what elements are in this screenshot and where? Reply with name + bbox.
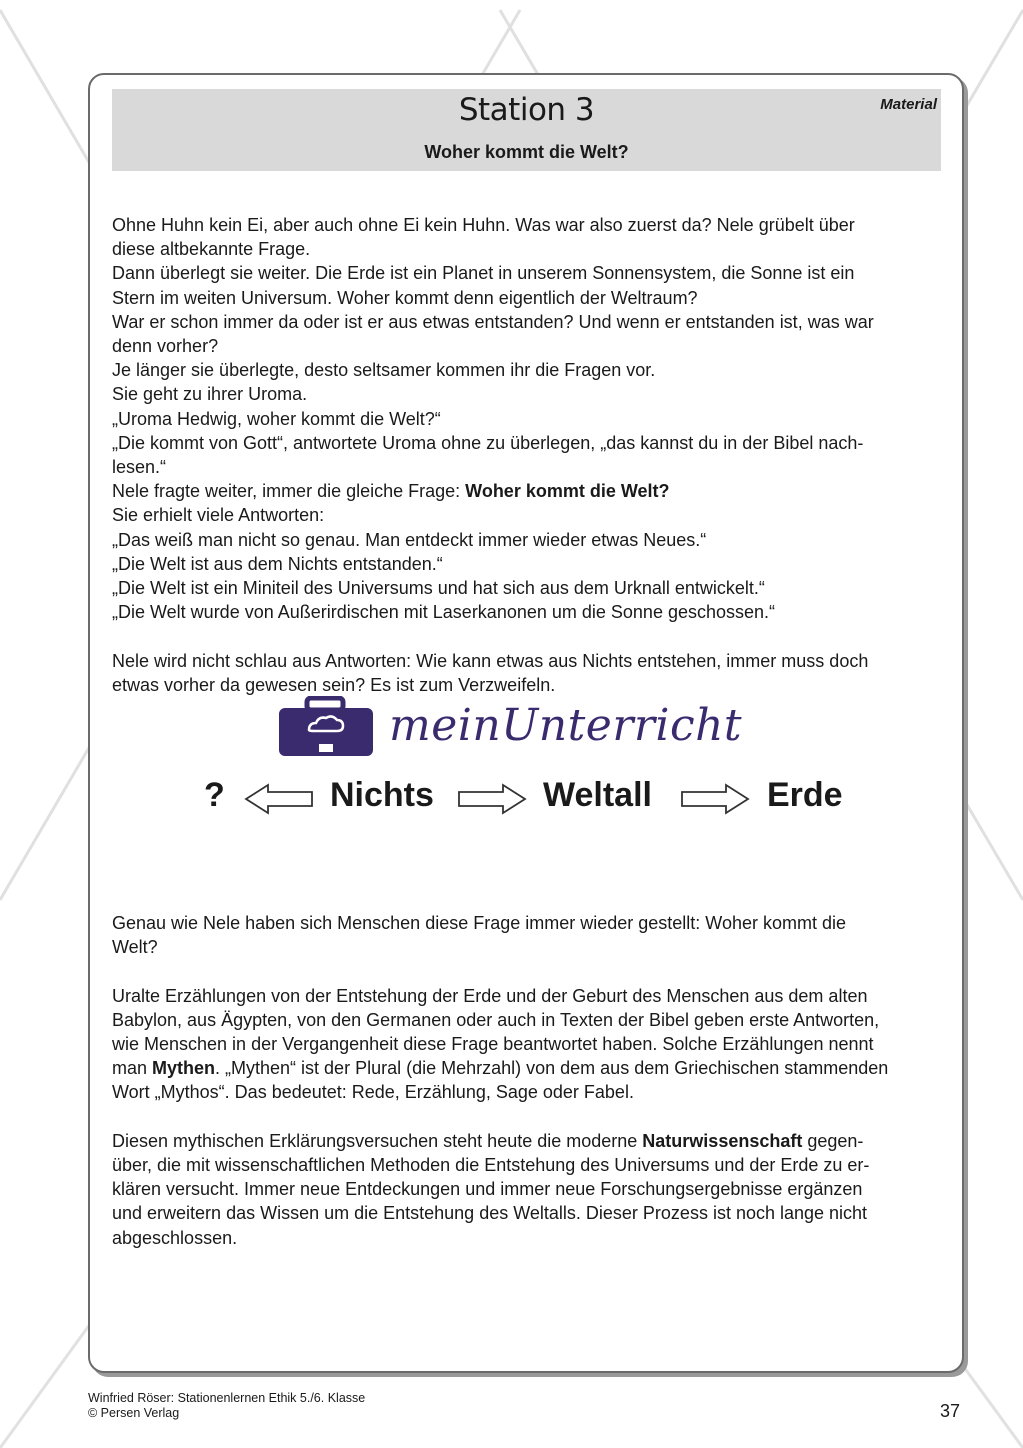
material-tag: Material bbox=[880, 96, 937, 113]
text-line: „Uroma Hedwig, woher kommt die Welt?“ bbox=[112, 408, 441, 429]
flow-nichts: Nichts bbox=[330, 776, 434, 814]
question-line bbox=[112, 479, 942, 503]
explanation-text bbox=[112, 911, 942, 1250]
page-subtitle: Woher kommt die Welt? bbox=[424, 142, 629, 162]
text-line: „Die Welt ist aus dem Nichts entstanden.“ bbox=[112, 553, 443, 574]
question-prefix: Nele fragte weiter, immer die gleiche Frage: bbox=[112, 481, 466, 502]
arrow-right-icon bbox=[680, 783, 750, 815]
text-line: „Das weiß man nicht so genau. Man entdeckt immer wieder etwas Neues.“ bbox=[112, 529, 707, 550]
arrow-left-icon bbox=[244, 783, 314, 815]
text-line: War er schon immer da oder ist er aus etwas entstanden? Und wenn er entstanden ist, was war bbox=[112, 311, 874, 332]
text-line: Uralte Erzählungen von der Entstehung der Erde und der Geburt des Menschen aus dem alten bbox=[112, 985, 868, 1006]
footer-credit bbox=[88, 1391, 365, 1421]
footer-author: Winfried Röser: Stationenlernen Ethik 5./6. Klasse bbox=[88, 1391, 366, 1405]
text-line: „Die kommt von Gott“, antwortete Uroma ohne zu überlegen, „das kannst du in der Bibel nach- bbox=[112, 432, 864, 453]
flow-weltall: Weltall bbox=[543, 776, 652, 814]
text-line: Sie erhielt viele Antworten: bbox=[112, 505, 325, 526]
story-text bbox=[112, 213, 942, 697]
text-line: „Die Welt wurde von Außerirdischen mit Laserkanonen um die Sonne geschossen.“ bbox=[112, 602, 776, 623]
text-line: Wort „Mythos“. Das bedeutet: Rede, Erzählung, Sage oder Fabel. bbox=[112, 1082, 634, 1103]
natur-suffix: gegen- bbox=[802, 1130, 864, 1151]
text-line: und erweitern das Wissen um die Entstehung des Weltalls. Dieser Prozess ist noch lange nicht bbox=[112, 1203, 868, 1224]
mythen-bold: Mythen bbox=[152, 1058, 216, 1079]
text-line: abgeschlossen. bbox=[112, 1227, 238, 1248]
mythen-line bbox=[112, 1056, 942, 1080]
natur-prefix: Diesen mythischen Erklärungsversuchen steht heute die moderne bbox=[112, 1130, 643, 1151]
text-line: lesen.“ bbox=[112, 457, 167, 478]
text-line: Ohne Huhn kein Ei, aber auch ohne Ei kein Huhn. Was war also zuerst da? Nele grübelt über bbox=[112, 215, 855, 235]
flow-erde: Erde bbox=[767, 776, 843, 814]
text-line: diese altbekannte Frage. bbox=[112, 239, 311, 260]
footer-publisher: © Persen Verlag bbox=[88, 1406, 180, 1420]
logo-text: meinUnterricht bbox=[389, 700, 743, 751]
text-line: Genau wie Nele haben sich Menschen diese Frage immer wieder gestellt: Woher kommt die bbox=[112, 913, 847, 933]
text-line: „Die Welt ist ein Miniteil des Universums und hat sich aus dem Urknall entwickelt.“ bbox=[112, 578, 765, 599]
text-line: Welt? bbox=[112, 937, 158, 958]
page-title: Station 3 bbox=[458, 92, 595, 128]
page-number: 37 bbox=[940, 1401, 961, 1421]
text-line: Stern im weiten Universum. Woher kommt denn eigentlich der Weltraum? bbox=[112, 287, 698, 308]
natur-bold: Naturwissenschaft bbox=[642, 1130, 803, 1151]
question-bold: Woher kommt die Welt? bbox=[465, 481, 670, 502]
mythen-suffix: . „Mythen“ ist der Plural (die Mehrzahl) von dem aus dem Griechischen stammenden bbox=[215, 1058, 889, 1079]
text-line: über, die mit wissenschaftlichen Methoden die Entstehung des Universums und der Erde zu er- bbox=[112, 1155, 870, 1175]
text-line: Je länger sie überlegte, desto seltsamer kommen ihr die Fragen vor. bbox=[112, 360, 656, 381]
text-line: Sie geht zu ihrer Uroma. bbox=[112, 384, 308, 405]
text-line: etwas vorher da gewesen sein? Es ist zum Verzweifeln. bbox=[112, 674, 556, 695]
text-line: wie Menschen in der Vergangenheit diese Frage beantwortet haben. Solche Erzählungen nennt bbox=[112, 1034, 874, 1054]
text-line: denn vorher? bbox=[112, 336, 219, 357]
briefcase-icon bbox=[277, 696, 377, 758]
flow-question: ? bbox=[204, 776, 225, 814]
text-line: Dann überlegt sie weiter. Die Erde ist ein Planet in unserem Sonnensystem, die Sonne ist ein bbox=[112, 263, 855, 284]
text-line: klären versucht. Immer neue Entdeckungen und immer neue Forschungsergebnisse ergänzen bbox=[112, 1179, 863, 1200]
arrow-right-icon bbox=[457, 783, 527, 815]
text-line: Babylon, aus Ägypten, von den Germanen oder auch in Texten der Bibel geben erste Antworten, bbox=[112, 1009, 880, 1030]
natur-line bbox=[112, 1129, 942, 1153]
mythen-prefix: man bbox=[112, 1058, 153, 1079]
text-line: Nele wird nicht schlau aus Antworten: Wie kann etwas aus Nichts entstehen, immer muss doch bbox=[112, 650, 869, 671]
watermark-logo bbox=[277, 696, 747, 758]
